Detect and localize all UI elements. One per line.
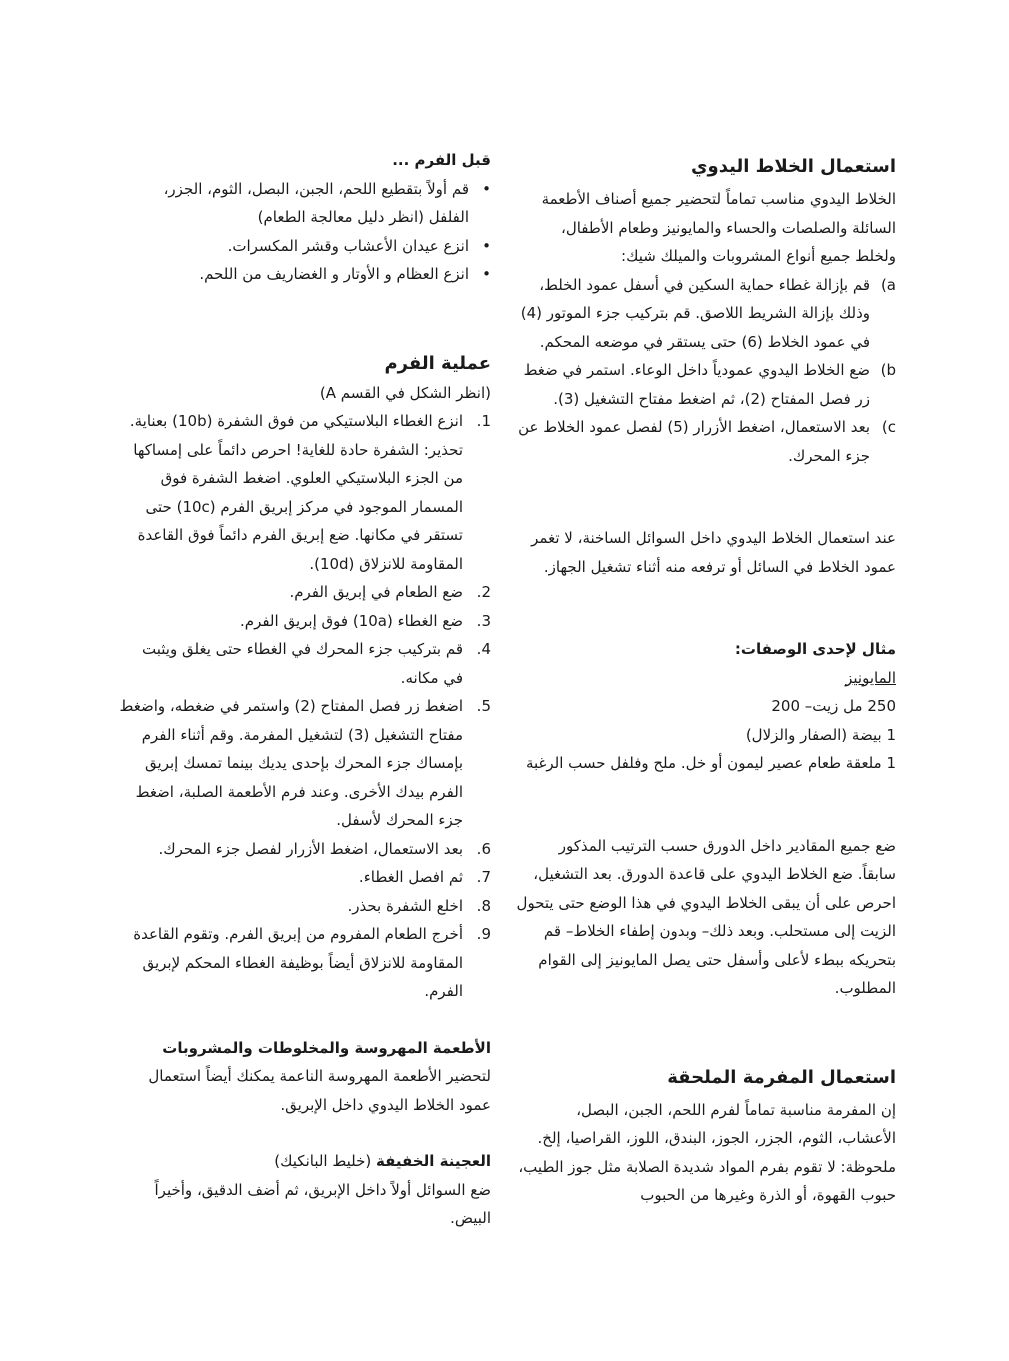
- bullet-item: [119, 232, 491, 261]
- chopping-step-7: [119, 863, 491, 892]
- chopping-step-9: [119, 920, 491, 1006]
- pureed-text: لتحضير الأطعمة المهروسة الناعمة يمكنك أيضاً استعمال عمود الخلاط اليدوي داخل الإبريق.: [148, 1067, 491, 1114]
- bullet-text: انزع عيدان الأعشاب وقشر المكسرات.: [227, 236, 469, 255]
- batter-text: ضع السوائل أولاً داخل الإبريق، ثم أضف الدقيق، وأخيراً البيض.: [154, 1180, 491, 1227]
- hand-blender-intro: الخلاط اليدوي مناسب تماماً لتحضير جميع أصناف الأطعمة السائلة والصلصات والحساء والمايونيز وطعام الأطفال، ولخلط جميع أنواع المشروبات والميلك شيك:: [541, 190, 896, 265]
- hand-blender-title: استعمال الخلاط اليدوي: [691, 156, 896, 177]
- hot-liquid-note: عند استعمال الخلاط اليدوي داخل السوائل الساخنة، لا تغمر عمود الخلاط في السائل أو ترفعه منه أثناء تشغيل الجهاز.: [531, 529, 896, 576]
- step-marker: c): [881, 418, 896, 436]
- step-text: ثم افصل الغطاء.: [358, 868, 463, 886]
- chopping-step-5: [119, 692, 491, 835]
- bullet-text: قم أولاً بتقطيع اللحم، الجبن، البصل، الثوم، الجزر، الفلفل (انظر دليل معالجة الطعام): [163, 179, 469, 226]
- pureed-title: الأطعمة المهروسة والمخلوطات والمشروبات: [162, 1038, 491, 1057]
- chopper-intro: إن المفرمة مناسبة تماماً لفرم اللحم، الجبن، البصل، الأعشاب، الثوم، الجزر، الجوز، البندق، اللوز، القراصيا، إلخ.: [537, 1100, 896, 1147]
- bullet-marker: •: [482, 265, 491, 283]
- chopping-step-6: [119, 835, 491, 864]
- step-marker: 8.: [476, 896, 491, 915]
- batter-title: العجينة الخفيفة: [375, 1152, 491, 1170]
- recipe-title: مثال لإحدى الوصفات:: [734, 640, 896, 658]
- recipe-name: المايونيز: [845, 668, 896, 687]
- step-text: اضغط زر فصل المفتاح (2) واستمر في ضغطه، واضغط مفتاح التشغيل (3) لتشغيل المفرمة. وقم أثناء الفرم بإمساك جزء المحرك بإحدى يديك بينما تمسك إبريق الفرم بيدك الأخرى. وعند فرم الأطعمة الصلبة، اضغط جزء المحرك لأسفل.: [119, 697, 463, 829]
- bullet-item: [119, 175, 491, 232]
- step-text: بعد الاستعمال، اضغط الأزرار لفصل جزء المحرك.: [158, 839, 463, 858]
- chopper-title: استعمال المفرمة الملحقة: [667, 1066, 896, 1088]
- bullet-item: [119, 260, 491, 289]
- ingredient-2: 1 بيضة (الصفار والزلال): [745, 725, 896, 744]
- step-text: قم بإزالة غطاء حماية السكين في أسفل عمود الخلط، وذلك بإزالة الشريط اللاصق. قم بتركيب جزء الموتور (4) في عمود الخلاط (6) حتى يستقر في موضعه المحكم.: [520, 275, 870, 351]
- bullet-marker: •: [482, 179, 491, 198]
- step-marker: 4.: [476, 640, 491, 658]
- bullet-marker: •: [482, 236, 491, 255]
- chopping-step-4: [119, 635, 491, 692]
- step-text: ضع الطعام في إبريق الفرم.: [289, 583, 463, 601]
- step-marker: 2.: [476, 583, 491, 601]
- chopping-step-2: [119, 578, 491, 607]
- recipe-instructions: ضع جميع المقادير داخل الدورق حسب الترتيب المذكور سابقاً. ضع الخلاط اليدوي على قاعدة الدورق. بعد التشغيل، احرص على أن يبقى الخلاط اليدوي في هذا الوضع حتى يتحول الزيت إلى مستحلب. وبعد ذلك– وبدون إطفاء الخلاط– قم بتحريكه ببطء لأعلى وأسفل حتى يصل المايونيز إلى القوام المطلوب.: [516, 836, 896, 997]
- before-chopping-title: قبل الفرم ...: [392, 151, 491, 169]
- chopper-note: ملحوظة: لا تقوم بفرم المواد شديدة الصلابة مثل جوز الطيب، حبوب القهوة، أو الذرة وغيرها من الحبوب: [518, 1157, 896, 1204]
- chopping-title: عملية الفرم: [384, 352, 491, 374]
- batter-title-suffix: (خليط البانكيك): [274, 1152, 376, 1170]
- chopping-step-8: [119, 892, 491, 921]
- left-column: [119, 146, 491, 1233]
- step-text: انزع الغطاء البلاستيكي من فوق الشفرة (10b) بعناية. تحذير: الشفرة حادة للغاية! احرص دائماً على إمساكها من الجزء البلاستيكي العلوي. اضغط الشفرة فوق المسمار الموجود في مركز إبريق الفرم (10c) حتى تستقر في مكانها. ضع إبريق الفرم دائماً فوق القاعدة المقاومة للانزلاق (10d).: [129, 412, 463, 573]
- step-marker: 6.: [476, 839, 491, 858]
- step-marker: 5.: [476, 697, 491, 715]
- chopping-step-1: [119, 407, 491, 578]
- step-text: ضع الخلاط اليدوي عمودياً داخل الوعاء. استمر في ضغط زر فصل المفتاح (2)، ثم اضغط مفتاح التشغيل (3).: [523, 361, 870, 408]
- step-text: قم بتركيب جزء المحرك في الغطاء حتى يغلق ويثبت في مكانه.: [142, 640, 463, 687]
- ingredient-1: 250 مل زيت– 200: [771, 697, 896, 715]
- step-text: ضع الغطاء (10a) فوق إبريق الفرم.: [240, 611, 463, 630]
- figure-reference: (انظر الشكل في القسم A): [319, 383, 491, 402]
- hand-blender-step-b: [516, 356, 896, 413]
- step-marker: 9.: [476, 925, 491, 943]
- step-text: أخرج الطعام المفروم من إبريق الفرم. وتقوم القاعدة المقاومة للانزلاق أيضاً بوظيفة الغطاء المحكم لإبريق الفرم.: [133, 925, 463, 1000]
- batter-heading: [119, 1147, 491, 1176]
- step-marker: a): [880, 275, 896, 294]
- step-marker: 1.: [476, 412, 491, 430]
- hand-blender-step-a: [516, 271, 896, 357]
- hand-blender-step-c: [516, 413, 896, 470]
- chopping-step-3: [119, 607, 491, 636]
- step-marker: b): [880, 361, 896, 379]
- step-marker: 3.: [476, 611, 491, 630]
- bullet-text: انزع العظام و الأوتار و الغضاريف من اللحم.: [199, 265, 469, 283]
- right-column: [516, 146, 896, 1210]
- ingredient-3: 1 ملعقة طعام عصير ليمون أو خل. ملح وفلفل حسب الرغبة: [525, 754, 896, 772]
- step-text: بعد الاستعمال، اضغط الأزرار (5) لفصل عمود الخلاط عن جزء المحرك.: [518, 418, 870, 465]
- step-text: اخلع الشفرة بحذر.: [347, 896, 463, 915]
- step-marker: 7.: [476, 868, 491, 886]
